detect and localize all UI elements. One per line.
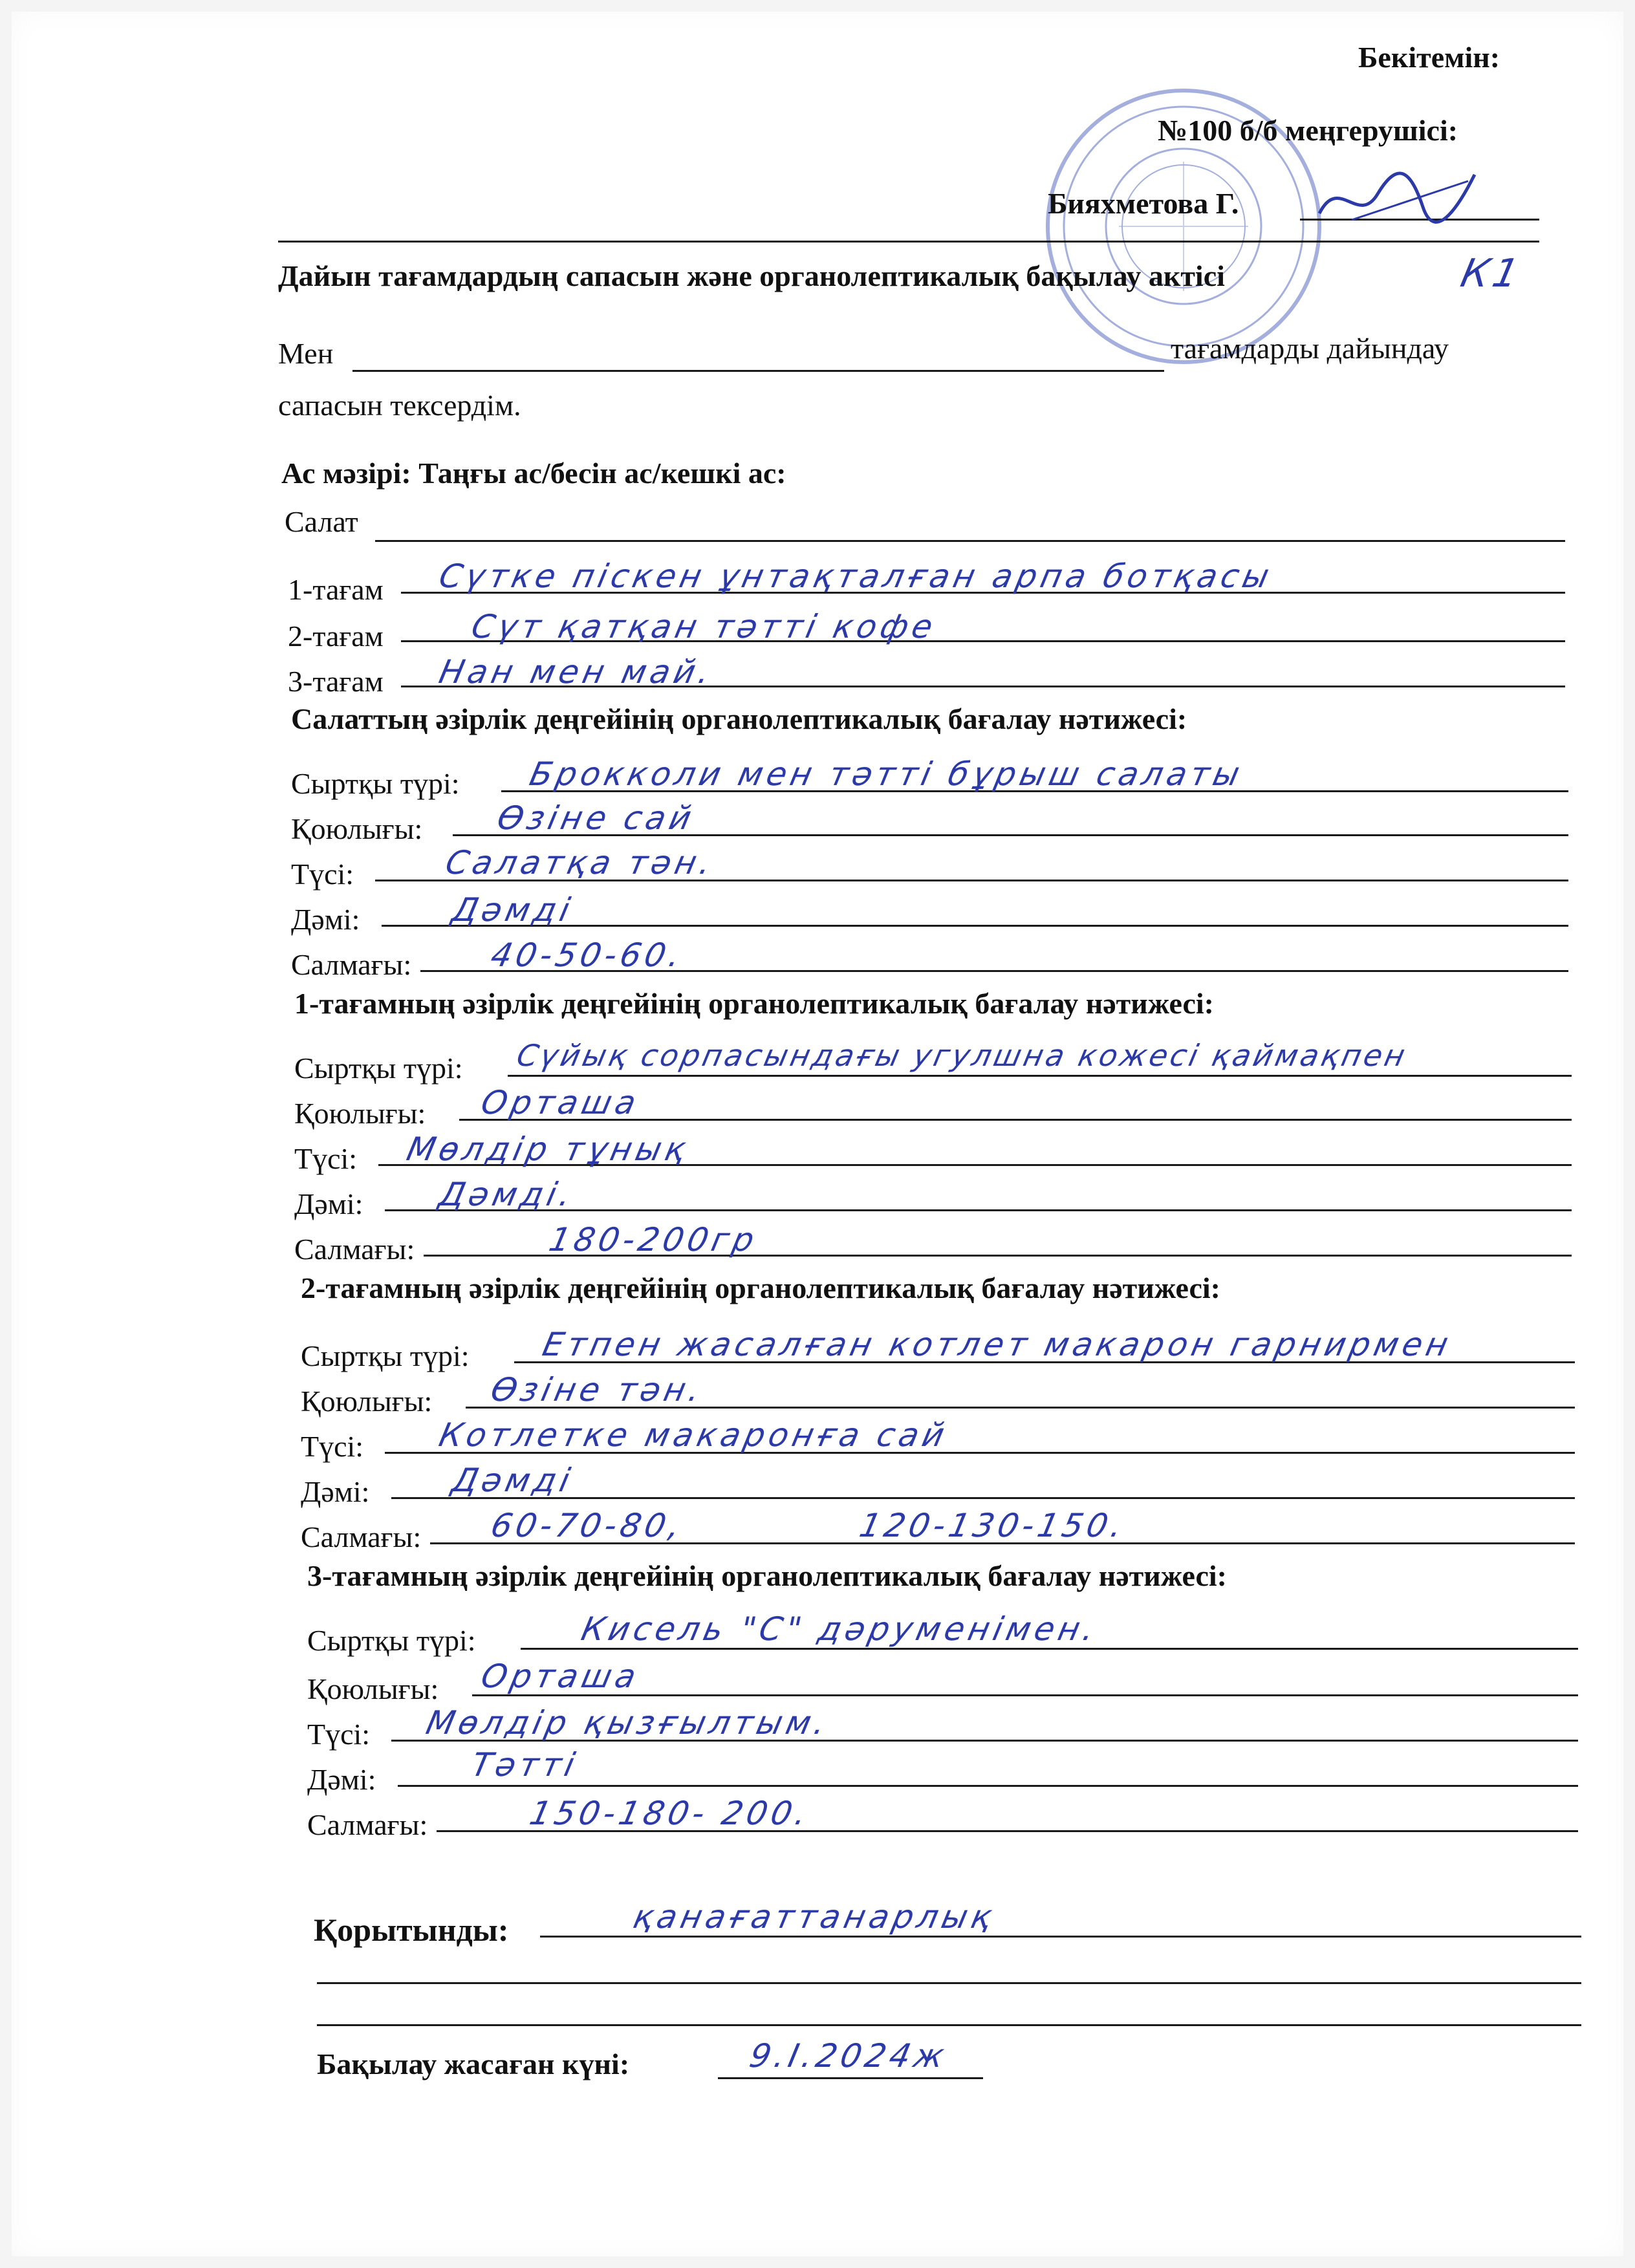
dish2-weight-label: Салмағы:	[301, 1520, 422, 1553]
dish3-appearance-line	[521, 1648, 1578, 1650]
dish2-heading: 2-тағамның әзірлік деңгейінің органолептикалық бағалау нәтижесі:	[301, 1271, 1220, 1304]
salad-line	[375, 540, 1565, 542]
dish2-weight-b: 120-130-150.	[856, 1507, 1130, 1544]
act-number: К1	[1456, 251, 1527, 296]
conclusion-line	[540, 1936, 1581, 1938]
head-name: Бияхметова Г.	[1048, 187, 1239, 220]
dish2-appearance: Етпен жасалған котлет макарон гарнирмен	[539, 1326, 1456, 1363]
dish1-appearance: Сүйық сорпасындағы угулшна кожесі қаймақпен	[514, 1038, 1411, 1073]
salad-appearance: Брокколи мен тәтті бұрыш салаты	[526, 755, 1247, 793]
dish2-color-label: Түсі:	[301, 1430, 364, 1463]
dish2-value: Сүт қатқан тәтті кофе	[468, 608, 940, 645]
salad-taste-label: Дәмі:	[291, 903, 360, 936]
conclusion-value: қанағаттанарлық	[629, 1898, 999, 1936]
salad-taste: Дәмді	[448, 891, 578, 929]
name-line	[352, 370, 1164, 372]
header-divider	[278, 241, 1539, 243]
salad-label: Салат	[285, 505, 358, 538]
dish2-taste-label: Дәмі:	[301, 1475, 370, 1508]
dish3-heading: 3-тағамның әзірлік деңгейінің органолептикалық бағалау нәтижесі:	[307, 1559, 1227, 1592]
menu-label: Ас мәзірі: Таңғы ас/бесін ас/кешкі ас:	[281, 457, 786, 490]
dish3-appearance: Кисель "С" дәруменімен.	[578, 1610, 1102, 1648]
salad-weight: 40-50-60.	[487, 936, 688, 974]
dish1-heading: 1-тағамның әзірлік деңгейінің органолептикалық бағалау нәтижесі:	[294, 987, 1214, 1020]
date-value: 9.І.2024ж	[746, 2037, 951, 2075]
conclusion-line-2	[317, 1982, 1581, 1984]
salad-color-label: Түсі:	[291, 858, 354, 891]
dish1-value: Сүтке піскен ұнтақталған арпа ботқасы	[435, 557, 1277, 595]
dish2-appearance-label: Сыртқы түрі:	[301, 1339, 470, 1372]
dish3-appearance-label: Сыртқы түрі:	[307, 1624, 476, 1657]
dish3-thickness-line	[472, 1694, 1578, 1696]
salad-thickness-label: Қоюлығы:	[291, 812, 423, 845]
approve-label: Бекітемін:	[1358, 41, 1500, 74]
intro-line2: сапасын тексердім.	[278, 389, 521, 422]
dish3-label: 3-тағам	[288, 665, 384, 698]
dish3-taste-label: Дәмі:	[307, 1763, 376, 1796]
date-label: Бақылау жасаған күні:	[317, 2047, 630, 2080]
salad-appearance-label: Сыртқы түрі:	[291, 767, 460, 800]
dish2-weight-a: 60-70-80,	[487, 1507, 688, 1544]
dish1-appearance-label: Сыртқы түрі:	[294, 1052, 463, 1085]
dish1-color: Мөлдір тұнық	[403, 1130, 693, 1168]
dish3-thickness: Орташа	[477, 1658, 644, 1695]
salad-heading: Салаттың әзірлік деңгейінің органолептикалық бағалау нәтижесі:	[291, 702, 1187, 735]
dish3-taste-line	[398, 1785, 1578, 1787]
salad-color: Салатқа тән.	[442, 844, 719, 881]
dish3-taste: Тәтті	[468, 1746, 582, 1784]
dish3-value: Нан мен май.	[435, 653, 717, 691]
position-label: №100 б/б меңгерушісі:	[1158, 114, 1458, 147]
dish1-label: 1-тағам	[288, 573, 384, 606]
dish3-color-label: Түсі:	[307, 1718, 371, 1751]
intro-prefix: Мен	[278, 337, 334, 370]
dish3-color: Мөлдір қызғылтым.	[422, 1704, 833, 1742]
dish1-taste-label: Дәмі:	[294, 1187, 363, 1220]
dish2-label: 2-тағам	[288, 620, 384, 653]
salad-thickness: Өзіне сай	[493, 799, 698, 837]
dish1-color-label: Түсі:	[294, 1142, 358, 1175]
dish1-thickness: Орташа	[477, 1084, 644, 1121]
dish3-thickness-label: Қоюлығы:	[307, 1672, 439, 1705]
conclusion-label: Қорытынды:	[314, 1912, 509, 1948]
act-title: Дайын тағамдардың сапасын және органолептикалық бақылау актісі	[278, 259, 1225, 292]
conclusion-line-3	[317, 2024, 1581, 2026]
dish2-thickness: Өзіне тән.	[487, 1371, 708, 1409]
dish1-weight: 180-200гр	[545, 1221, 762, 1258]
dish1-thickness-label: Қоюлығы:	[294, 1097, 426, 1130]
signature	[1313, 162, 1481, 233]
dish1-weight-label: Салмағы:	[294, 1233, 415, 1266]
dish3-weight-label: Салмағы:	[307, 1808, 428, 1841]
dish2-taste: Дәмді	[448, 1462, 578, 1499]
dish1-appearance-line	[508, 1075, 1572, 1077]
dish3-weight: 150-180- 200.	[526, 1795, 814, 1832]
dish2-thickness-label: Қоюлығы:	[301, 1385, 433, 1418]
intro-suffix: тағамдарды дайындау	[1171, 332, 1449, 365]
dish2-color: Котлетке макаронға сай	[435, 1416, 952, 1454]
dish1-taste: Дәмді.	[435, 1176, 579, 1213]
date-line	[718, 2077, 983, 2079]
salad-weight-label: Салмағы:	[291, 948, 412, 981]
